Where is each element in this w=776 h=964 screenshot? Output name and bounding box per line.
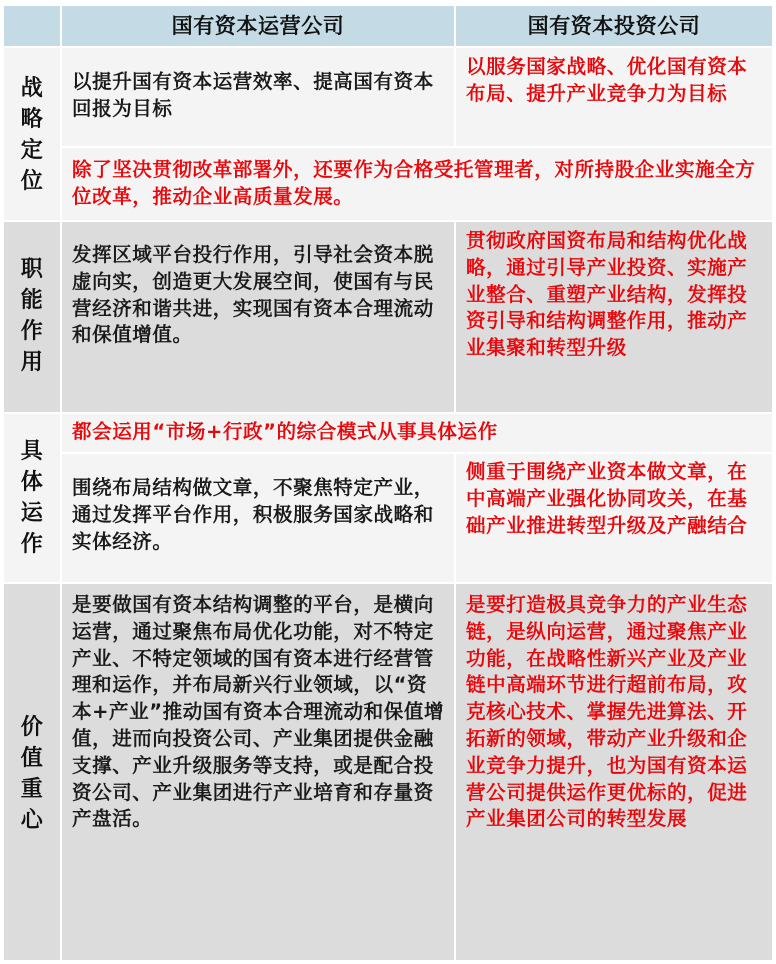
row-label-strategy: 战 略 定 位 <box>4 48 60 220</box>
row-label-operation: 具 体 运 作 <box>4 414 60 582</box>
value-operating: 是要做国有资本结构调整的平台，是横向运营，通过聚焦布局优化功能，对不特定产业、不特定领域的国有资本进行经营管理和运作，并布局新兴行业领域，以“资本+产业”推动国有资本合理流动和保值增值，进而向投资公司、产业集团提供金融支撑、产业升级服务等支持，或是配合投资公司、产业集团进行产业培育和存量资产盘活。 <box>62 584 454 960</box>
row-label-value: 价 值 重 心 <box>4 584 60 960</box>
strategy-investment: 以服务国家战略、优化国有资本布局、提升产业竞争力为目标 <box>456 48 772 146</box>
header-corner <box>4 6 60 46</box>
row-label-function: 职 能 作 用 <box>4 222 60 412</box>
function-operating: 发挥区域平台投行作用，引导社会资本脱虚向实，创造更大发展空间，使国有与民营经济和谐共进，实现国有资本合理流动和保值增值。 <box>62 222 454 412</box>
operation-investment: 侧重于围绕产业资本做文章，在中高端产业强化协同攻关，在基础产业推进转型升级及产融结合 <box>456 454 772 582</box>
strategy-operating: 以提升国有资本运营效率、提高国有资本回报为目标 <box>62 48 454 146</box>
strategy-shared: 除了坚决贯彻改革部署外，还要作为合格受托管理者，对所持股企业实施全方位改革，推动企业高质量发展。 <box>62 148 772 220</box>
header-operating-company: 国有资本运营公司 <box>62 6 454 46</box>
operation-shared: 都会运用“市场+行政”的综合模式从事具体运作 <box>62 414 772 452</box>
value-investment: 是要打造极具竞争力的产业生态链，是纵向运营，通过聚焦产业功能，在战略性新兴产业及产业链中高端环节进行超前布局，攻克核心技术、掌握先进算法、开拓新的领域，带动产业升级和企业竞争力提升，也为国有资本运营公司提供运作更优标的，促进产业集团公司的转型发展 <box>456 584 772 960</box>
header-investment-company: 国有资本投资公司 <box>456 6 772 46</box>
operation-operating: 围绕布局结构做文章，不聚焦特定产业，通过发挥平台作用，积极服务国家战略和实体经济。 <box>62 454 454 582</box>
function-investment: 贯彻政府国资布局和结构优化战略，通过引导产业投资、实施产业整合、重塑产业结构，发挥投资引导和结构调整作用，推动产业集聚和转型升级 <box>456 222 772 412</box>
